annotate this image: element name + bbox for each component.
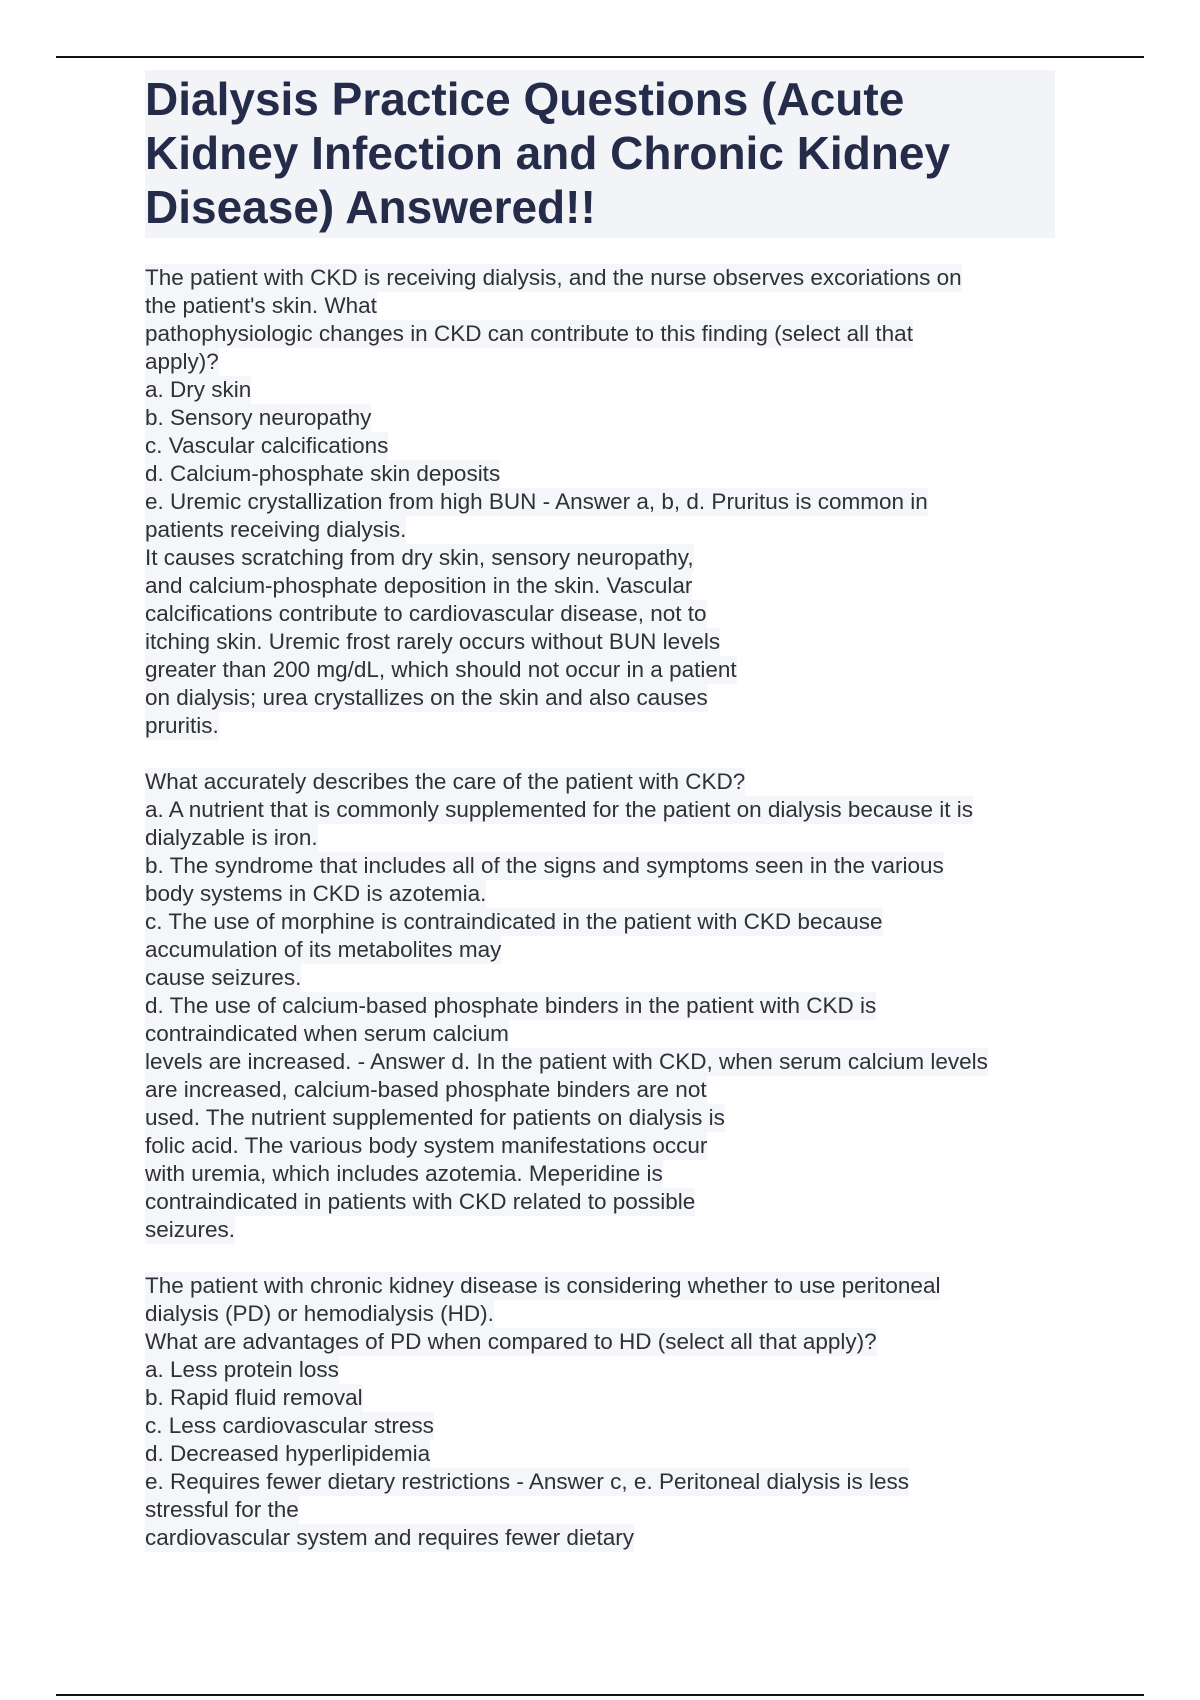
text-line: The patient with chronic kidney disease is considering whether to use peritoneal — [145, 1273, 941, 1298]
text-line: are increased, calcium-based phosphate binders are not — [145, 1077, 707, 1102]
text-line: e. Requires fewer dietary restrictions - Answer c, e. Peritoneal dialysis is less — [145, 1469, 910, 1494]
text-line: What are advantages of PD when compared to HD (select all that apply)? — [145, 1329, 877, 1354]
text-line: body systems in CKD is azotemia. — [145, 881, 487, 906]
text-line: contraindicated when serum calcium — [145, 1021, 509, 1046]
text-line: dialysis (PD) or hemodialysis (HD). — [145, 1301, 494, 1326]
text-line: on dialysis; urea crystallizes on the skin and also causes — [145, 685, 708, 710]
text-line: folic acid. The various body system manifestations occur — [145, 1133, 708, 1158]
text-line: greater than 200 mg/dL, which should not occur in a patient — [145, 657, 737, 682]
text-line: d. The use of calcium-based phosphate binders in the patient with CKD is — [145, 993, 877, 1018]
text-line: apply)? — [145, 349, 219, 374]
text-line: d. Calcium-phosphate skin deposits — [145, 461, 501, 486]
text-line: and calcium-phosphate deposition in the skin. Vascular — [145, 573, 693, 598]
text-line: with uremia, which includes azotemia. Meperidine is — [145, 1161, 663, 1186]
bottom-rule — [56, 1694, 1144, 1696]
question-block — [145, 1272, 1055, 1552]
text-line: a. Less protein loss — [145, 1357, 339, 1382]
document-title: Dialysis Practice Questions (Acute Kidney Infection and Chronic Kidney Disease) Answered!! — [145, 73, 951, 233]
text-line: stressful for the — [145, 1497, 299, 1522]
text-line: b. Rapid fluid removal — [145, 1385, 363, 1410]
top-rule — [56, 56, 1144, 58]
text-line: b. Sensory neuropathy — [145, 405, 372, 430]
question-block — [145, 264, 1055, 740]
text-line: seizures. — [145, 1217, 236, 1242]
text-line: What accurately describes the care of the patient with CKD? — [145, 769, 746, 794]
text-line: c. Vascular calcifications — [145, 433, 389, 458]
text-line: calcifications contribute to cardiovascular disease, not to — [145, 601, 707, 626]
text-line: c. The use of morphine is contraindicated in the patient with CKD because — [145, 909, 883, 934]
text-line: The patient with CKD is receiving dialysis, and the nurse observes excoriations on — [145, 265, 962, 290]
text-line: pathophysiologic changes in CKD can contribute to this finding (select all that — [145, 321, 913, 346]
text-line: levels are increased. - Answer d. In the patient with CKD, when serum calcium levels — [145, 1049, 988, 1074]
text-line: accumulation of its metabolites may — [145, 937, 502, 962]
text-line: dialyzable is iron. — [145, 825, 318, 850]
text-line: the patient's skin. What — [145, 293, 377, 318]
text-line: e. Uremic crystallization from high BUN - Answer a, b, d. Pruritus is common in — [145, 489, 928, 514]
text-line: patients receiving dialysis. — [145, 517, 407, 542]
question-block — [145, 768, 1055, 1244]
text-line: a. A nutrient that is commonly supplemented for the patient on dialysis because it is — [145, 797, 973, 822]
text-line: itching skin. Uremic frost rarely occurs without BUN levels — [145, 629, 721, 654]
question-list — [145, 264, 1055, 1552]
document-content — [145, 70, 1055, 1580]
text-line: c. Less cardiovascular stress — [145, 1413, 434, 1438]
text-line: d. Decreased hyperlipidemia — [145, 1441, 431, 1466]
text-line: cardiovascular system and requires fewer dietary — [145, 1525, 634, 1550]
text-line: b. The syndrome that includes all of the signs and symptoms seen in the various — [145, 853, 944, 878]
text-line: It causes scratching from dry skin, sensory neuropathy, — [145, 545, 694, 570]
text-line: used. The nutrient supplemented for patients on dialysis is — [145, 1105, 725, 1130]
text-line: pruritis. — [145, 713, 219, 738]
text-line: cause seizures. — [145, 965, 302, 990]
title-block — [145, 70, 1055, 238]
text-line: contraindicated in patients with CKD related to possible — [145, 1189, 696, 1214]
text-line: a. Dry skin — [145, 377, 252, 402]
